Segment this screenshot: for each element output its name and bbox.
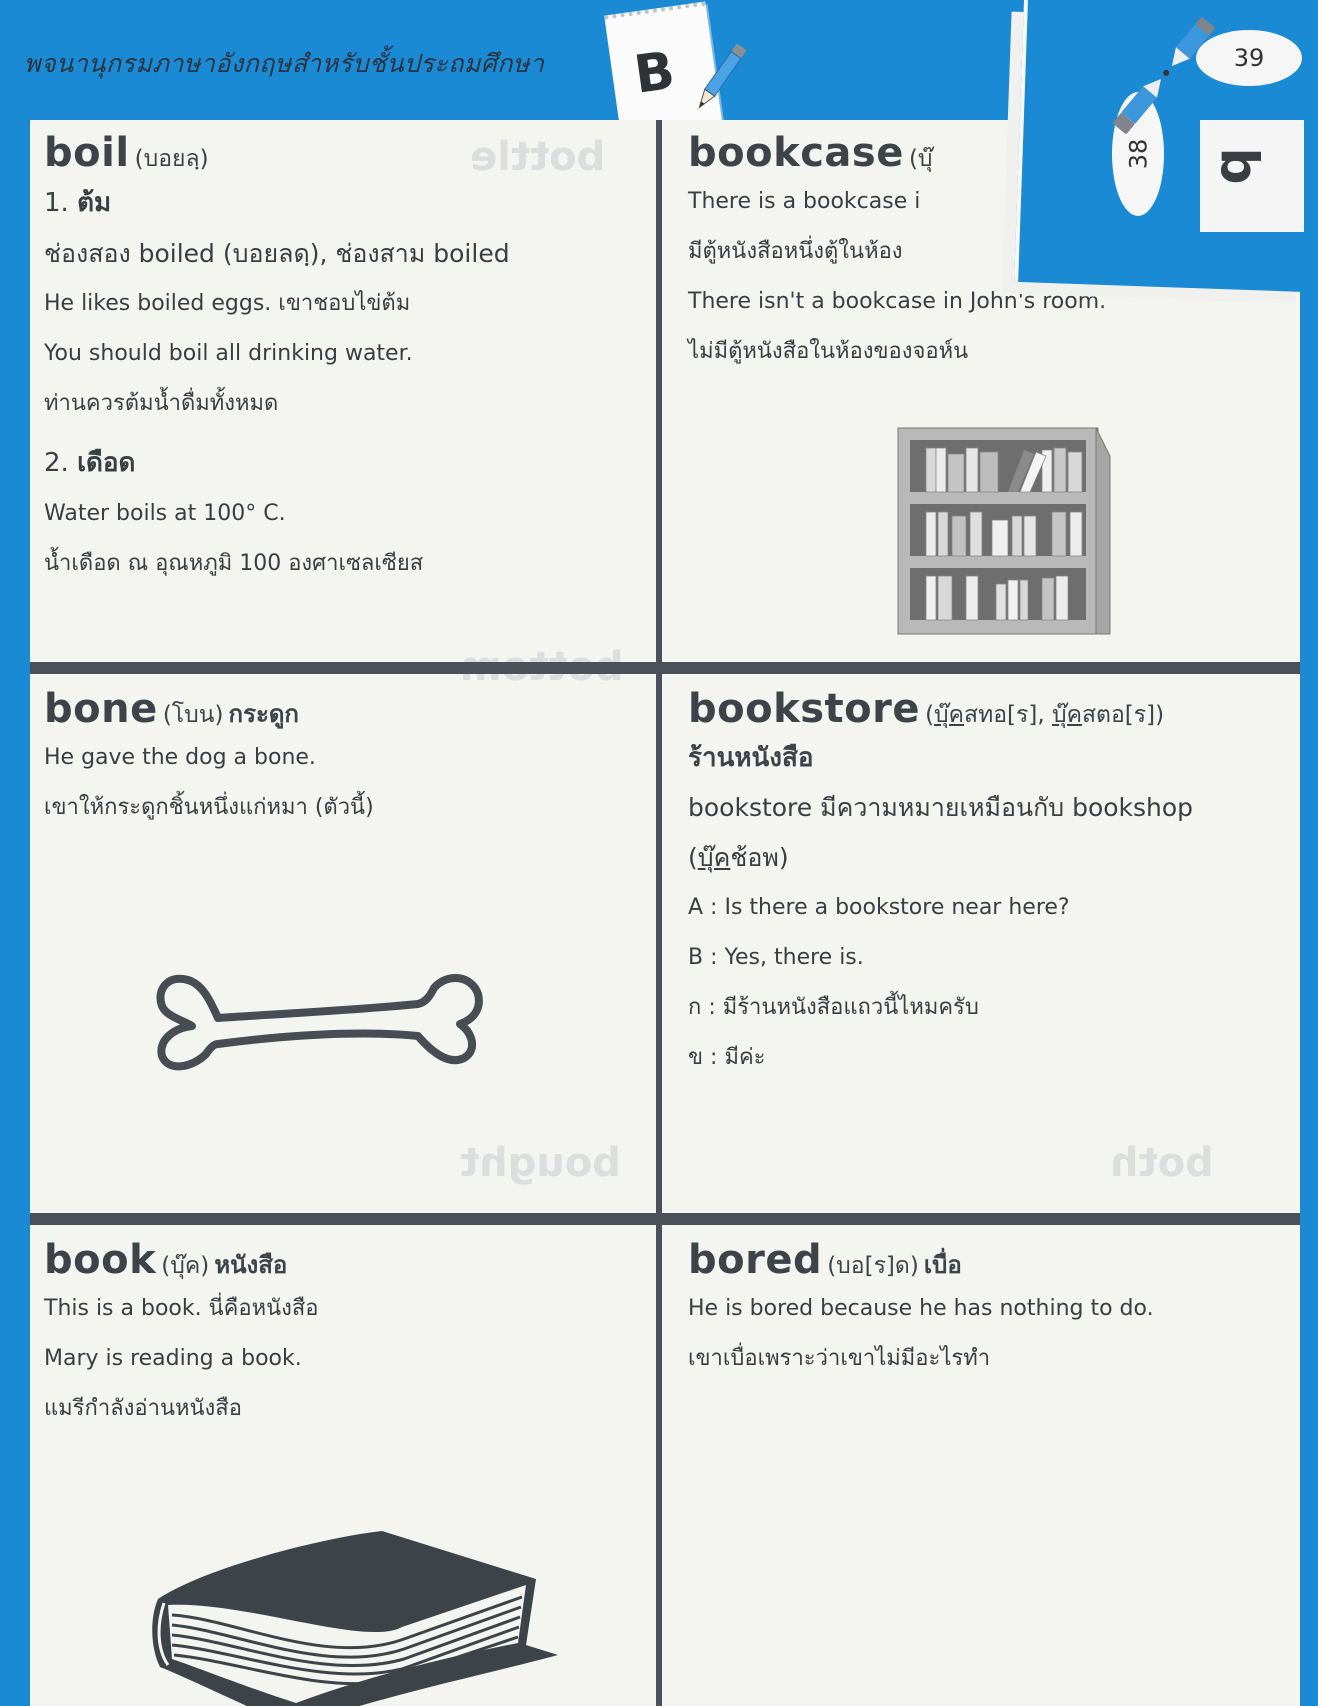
sense-2: 2. เดือด [44, 448, 136, 478]
folded-corner-letter: b [1208, 147, 1269, 185]
pronunciation: (บุ๊ค) [161, 1253, 210, 1279]
bone-illustration [148, 940, 488, 1080]
book-illustration [146, 1527, 576, 1706]
entry-bone [30, 676, 650, 843]
example-translation: น้ำเดือด ณ อุณหภูมิ 100 องศาเซลเซียส [44, 551, 424, 576]
pronunciation: (บอยลฺ) [134, 146, 209, 172]
example: He likes boiled eggs. เขาชอบไข่ต้ม [44, 291, 411, 316]
entry-heading [688, 686, 1280, 733]
section-letter: B [630, 40, 679, 106]
example: Water boils at 100° C. [44, 501, 286, 526]
grid-horizontal-divider [30, 662, 1300, 674]
example: There is a bookcase i [688, 189, 921, 214]
headword: boil [44, 130, 130, 176]
dialog-line: A : Is there a bookstore near here? [688, 895, 1070, 920]
verb-forms: ช่องสอง boiled (บอยลดฺ), ช่องสาม boiled [44, 239, 510, 268]
sense-1: 1. ต้ม [44, 188, 112, 218]
example-translation: เขาเบื่อเพราะว่าเขาไม่มีอะไรทำ [688, 1346, 991, 1371]
headword: book [44, 1237, 157, 1283]
grid-horizontal-divider [30, 1213, 1300, 1225]
example: There isn't a bookcase in John's room. [688, 289, 1107, 314]
meaning: กระดูก [228, 700, 299, 728]
entry-heading [688, 1237, 1280, 1284]
usage-note-pronunciation: (บุ๊คช้อพ) [688, 843, 789, 872]
bleed-through-headword: both [1110, 1140, 1214, 1186]
entry-heading [44, 686, 636, 733]
dialog-line: B : Yes, there is. [688, 945, 864, 970]
entry-heading [44, 130, 636, 177]
example: This is a book. นี่คือหนังสือ [44, 1296, 319, 1321]
entry-boil [30, 120, 650, 599]
sense-meaning: ต้ม [77, 188, 112, 218]
page-number-right: 39 [1196, 30, 1302, 86]
pencil-icon [690, 38, 750, 118]
headword: bone [44, 686, 158, 732]
example-translation: เขาให้กระดูกชิ้นหนึ่งแก่หมา (ตัวนี้) [44, 795, 374, 820]
grid-vertical-divider [656, 120, 662, 1706]
folded-corner-letter-box [1200, 120, 1304, 232]
pronunciation: (บุ๊ [908, 146, 933, 172]
dialog-line: ก : มีร้านหนังสือแถวนี้ไหมครับ [688, 995, 979, 1020]
entry-bookstore [674, 676, 1294, 1093]
headword: bored [688, 1237, 823, 1283]
meaning: เบื่อ [923, 1251, 962, 1279]
pronunciation: (โบน) [162, 702, 224, 728]
page-number-left-folded: 38 [1112, 92, 1164, 216]
bookcase-illustration [896, 426, 1112, 636]
example: He gave the dog a bone. [44, 745, 316, 770]
pronunciation: (บอ[ร]ด) [827, 1253, 919, 1279]
example: He is bored because he has nothing to do. [688, 1296, 1154, 1321]
sense-meaning: เดือด [77, 448, 136, 478]
example: Mary is reading a book. [44, 1346, 302, 1371]
headword: bookcase [688, 130, 904, 176]
book-title: พจนานุกรมภาษาอังกฤษสำหรับชั้นประถมศึกษา [24, 49, 545, 78]
example: You should boil all drinking water. [44, 341, 413, 366]
dictionary-page [30, 120, 1300, 1706]
bleed-through-headword: bought [460, 1140, 621, 1186]
entry-bored [674, 1227, 1294, 1394]
usage-note: bookstore มีความหมายเหมือนกับ bookshop [688, 793, 1194, 822]
headword: bookstore [688, 686, 920, 732]
bleed-through-headword: bottle [470, 134, 606, 180]
entry-book [30, 1227, 650, 1444]
example-translation: มีตู้หนังสือหนึ่งตู้ในห้อง [688, 239, 903, 264]
pronunciation: (บุ๊คสทอ[ร], บุ๊คสตอ[ร]) [925, 702, 1165, 728]
dialog-line: ข : มีค่ะ [688, 1045, 766, 1070]
entry-heading [44, 1237, 636, 1284]
example-translation: แมรีกำลังอ่านหนังสือ [44, 1396, 242, 1421]
example-translation: ไม่มีตู้หนังสือในห้องของจอห์น [688, 339, 969, 364]
meaning: ร้านหนังสือ [688, 743, 814, 773]
example-translation: ท่านควรต้มน้ำดื่มทั้งหมด [44, 391, 279, 416]
meaning: หนังสือ [214, 1251, 288, 1279]
